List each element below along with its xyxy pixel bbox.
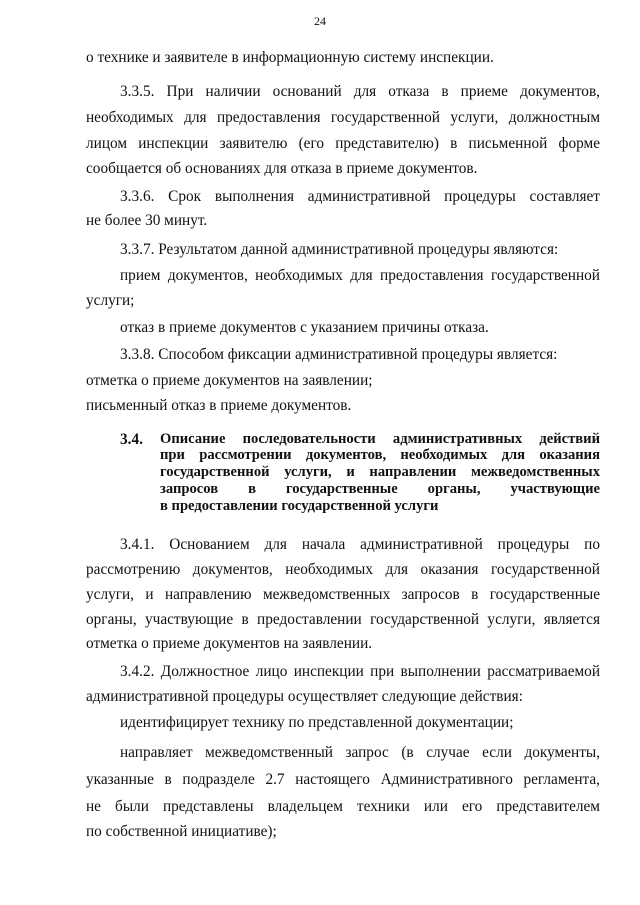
text-line: необходимых для предоставления государственной услуги, должностным xyxy=(86,109,600,126)
text-line: отметка о приеме документов на заявлении. xyxy=(86,635,373,652)
text-line: 3.4.1. Основанием для начала административной процедуры по xyxy=(120,536,600,553)
text-line: идентифицирует технику по представленной документации; xyxy=(120,714,514,731)
section-title-line: при рассмотрении документов, необходимых для оказания xyxy=(160,447,600,463)
section-number: 3.4. xyxy=(120,431,143,448)
section-title-line: Описание последовательности административных действий xyxy=(160,431,600,447)
text-line: направляет межведомственный запрос (в случае если документы, xyxy=(120,744,600,761)
text-line: 3.4.2. Должностное лицо инспекции при выполнении рассматриваемой xyxy=(120,663,600,680)
text-line: органы, участвующие в предоставлении государственной услуги, является xyxy=(86,611,600,628)
text-line: отказ в приеме документов с указанием причины отказа. xyxy=(120,319,489,336)
text-line: 3.3.5. При наличии оснований для отказа в приеме документов, xyxy=(120,83,600,100)
text-line: административной процедуры осуществляет следующие действия: xyxy=(86,688,523,705)
section-title-line: государственной услуги, и направлении межведомственных xyxy=(160,464,600,480)
text-line: 3.3.8. Способом фиксации административной процедуры является: xyxy=(120,346,558,363)
text-line: письменный отказ в приеме документов. xyxy=(86,397,352,414)
text-line: 3.3.6. Срок выполнения административной процедуры составляет xyxy=(120,188,600,205)
text-line: указанные в подразделе 2.7 настоящего Административного регламента, xyxy=(86,771,600,788)
text-line: услуги, и направлению межведомственных запросов в государственные xyxy=(86,586,600,603)
text-line: о технике и заявителе в информационную систему инспекции. xyxy=(86,49,494,66)
text-line: услуги; xyxy=(86,292,135,309)
section-title-line: в предоставлении государственной услуги xyxy=(160,498,439,514)
text-line: 3.3.7. Результатом данной административной процедуры являются: xyxy=(120,241,559,258)
text-line: сообщается об основаниях для отказа в приеме документов. xyxy=(86,160,478,177)
text-line: не более 30 минут. xyxy=(86,212,208,229)
text-line: по собственной инициативе); xyxy=(86,823,277,840)
page-number: 24 xyxy=(314,14,326,28)
text-line: прием документов, необходимых для предоставления государственной xyxy=(120,267,600,284)
text-line: рассмотрению документов, необходимых для оказания государственной xyxy=(86,561,600,578)
text-line: лицом инспекции заявителю (его представителю) в письменной форме xyxy=(86,135,600,152)
section-title-line: запросов в государственные органы, участвующие xyxy=(160,481,600,497)
text-line: не были представлены владельцем техники или его представителем xyxy=(86,798,600,815)
text-line: отметка о приеме документов на заявлении; xyxy=(86,372,373,389)
